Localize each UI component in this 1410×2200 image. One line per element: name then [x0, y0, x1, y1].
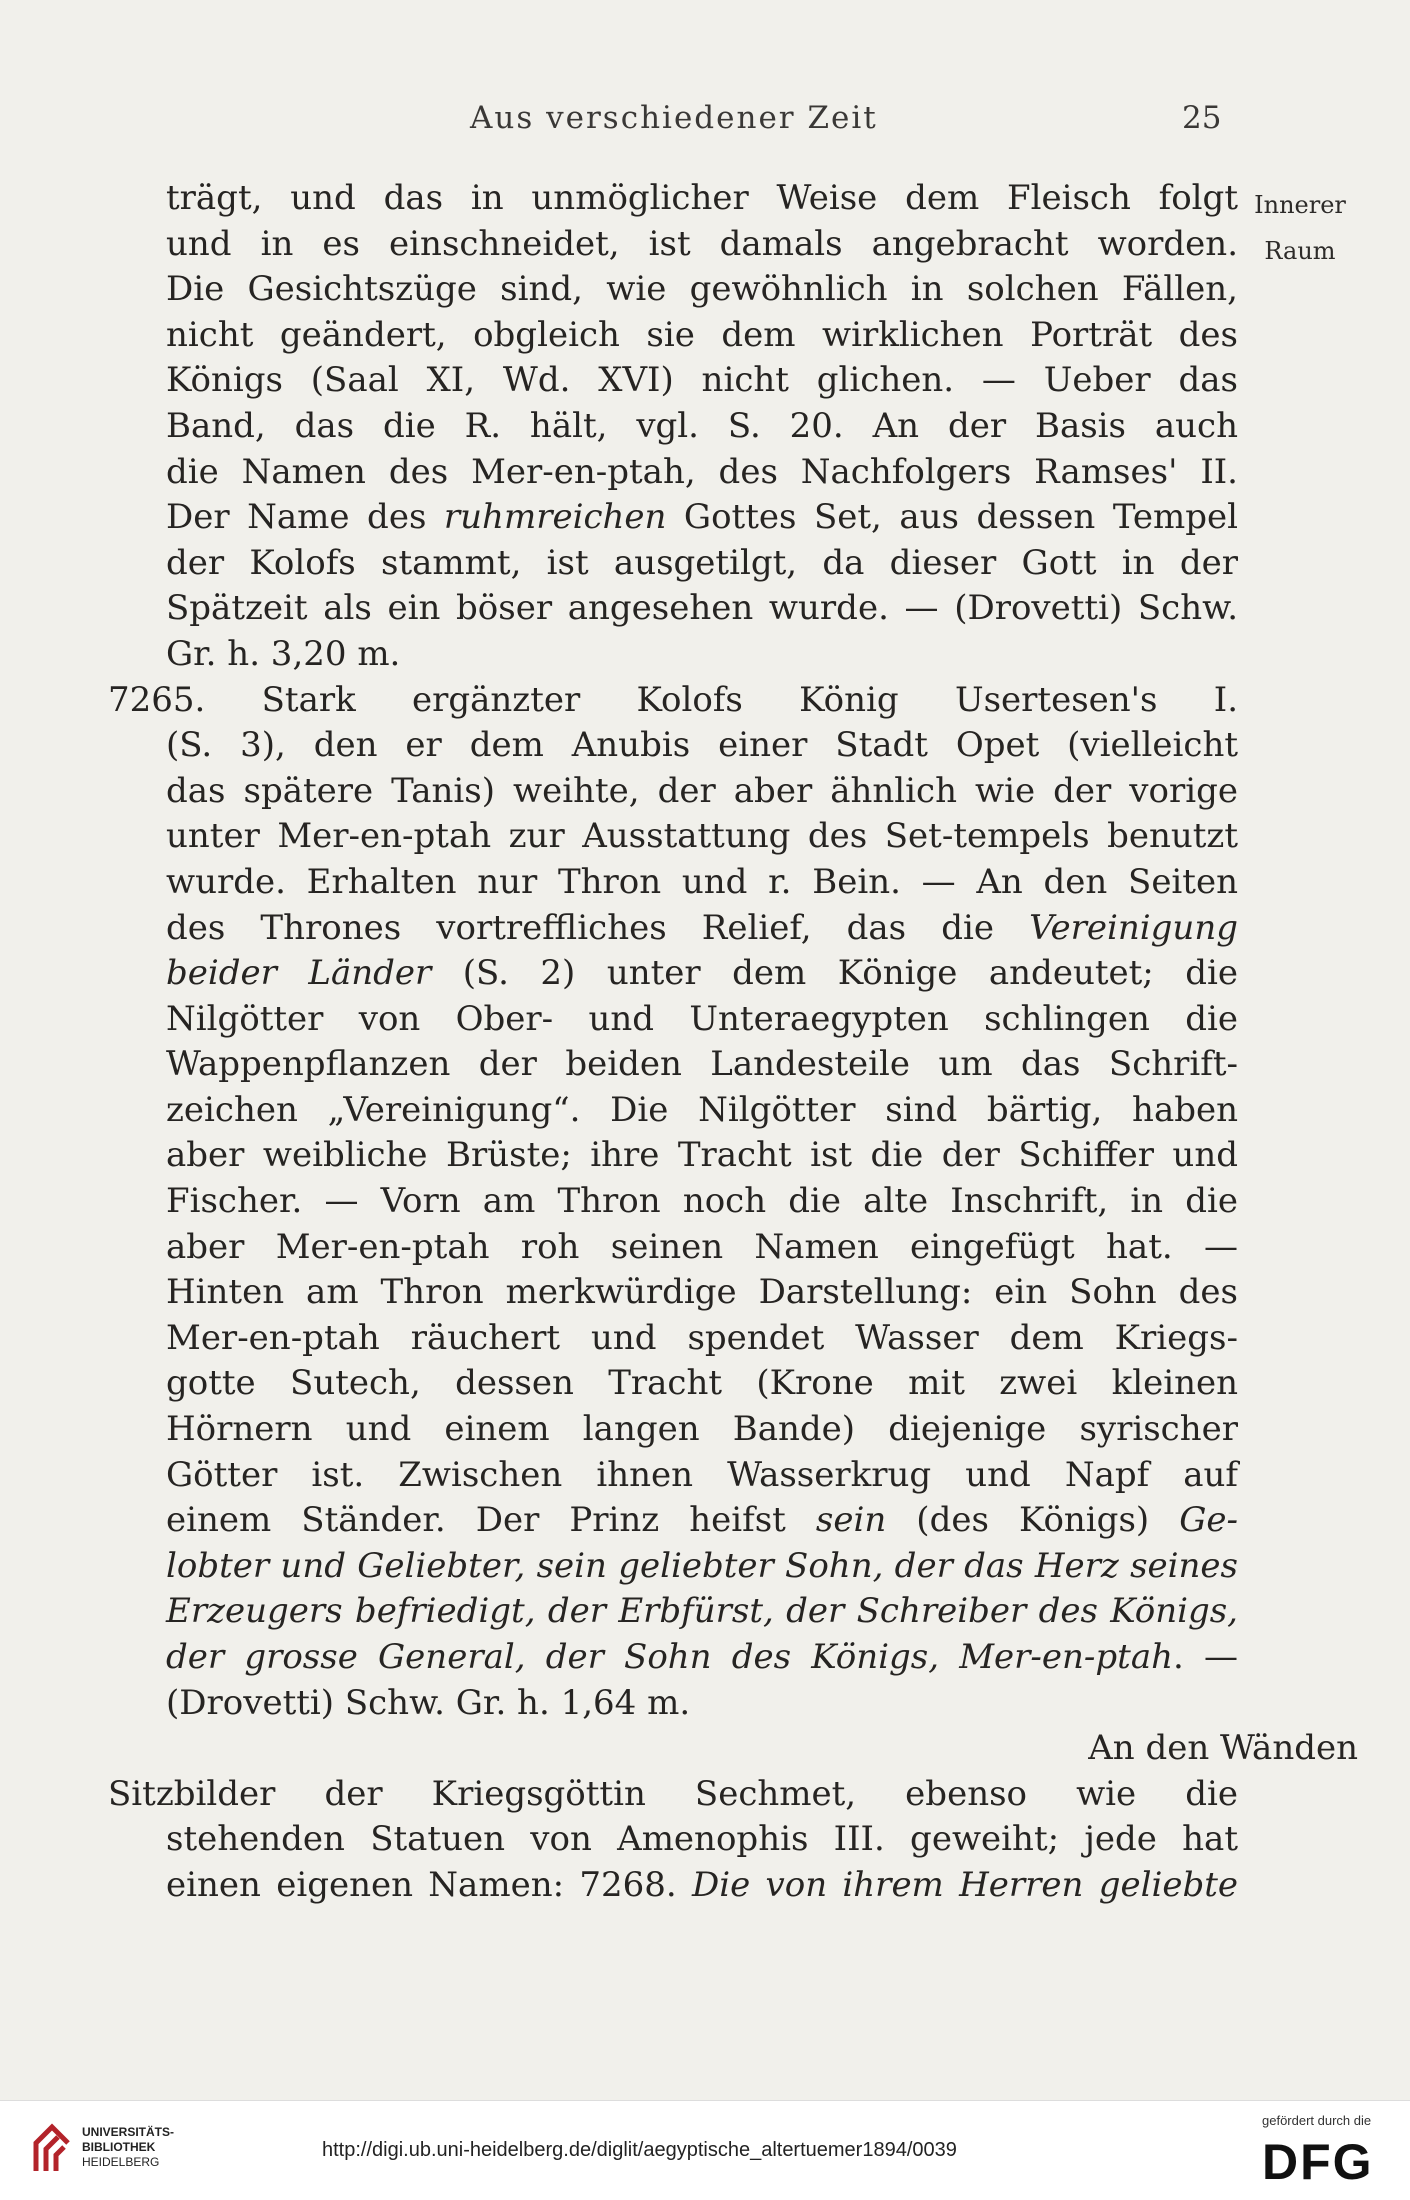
italic-run: sein: [815, 1500, 887, 1541]
italic-run: Erzeugers befriedigt, der Erbfürst, der Schreiber des Königs,: [166, 1591, 1238, 1632]
italic-run: beider Länder: [166, 953, 432, 994]
text-run: des Thrones vortreffliches Relief, das die: [166, 907, 1030, 948]
text-line: Band, das die R. hält, vgl. S. 20. An der Basis auch: [166, 405, 1238, 446]
text-line: Königs (Saal XI, Wd. XVI) nicht glichen. — Ueber das: [166, 360, 1238, 401]
text-run: (S. 2) unter dem Könige andeutet; die: [431, 953, 1238, 994]
text-line: die Namen des Mer-en-ptah, des Nachfolgers Ramses' II.: [166, 451, 1238, 492]
text-line: [108, 495, 1238, 541]
text-line: [108, 1863, 1238, 1909]
text-line: zeichen „Vereinigung“. Die Nilgötter sind bärtig, haben: [166, 1089, 1238, 1130]
text-line: [108, 951, 1238, 997]
text-line: das spätere Tanis) weihte, der aber ähnlich wie der vorige: [166, 770, 1238, 811]
text-line: 7265. Stark ergänzter Kolofs König Usertesen's I.: [108, 679, 1238, 720]
text-line: Hörnern und einem langen Bande) diejenige syrischer: [166, 1409, 1238, 1450]
running-head: Aus verschiedener Zeit: [470, 100, 878, 136]
text-line: Götter ist. Zwischen ihnen Wasserkrug und Napf auf: [166, 1454, 1238, 1495]
library-name: [82, 2125, 174, 2170]
page-header: [0, 100, 1410, 150]
text-run: Gottes Set, aus dessen Tempel: [666, 497, 1238, 538]
funding-note: gefördert durch die: [1262, 2113, 1372, 2128]
text-run: . —: [1173, 1637, 1238, 1677]
text-line: gotte Sutech, dessen Tracht (Krone mit zwei kleinen: [166, 1363, 1238, 1404]
page-number: 25: [1182, 100, 1222, 136]
text-line: [108, 1635, 1238, 1681]
italic-run: Vereinigung: [1029, 907, 1238, 948]
text-line: [108, 1544, 1238, 1590]
university-library-logo-icon: [30, 2121, 74, 2177]
text-line: Mer-en-ptah räuchert und spendet Wasser dem Kriegs-: [166, 1317, 1238, 1358]
text-line: nicht geändert, obgleich sie dem wirklichen Porträt des: [166, 314, 1238, 355]
text-line: (Drovetti) Schw. Gr. h. 1,64 m.: [166, 1682, 691, 1723]
text-line: Gr. h. 3,20 m.: [166, 633, 401, 674]
text-line: (S. 3), den er dem Anubis einer Stadt Opet (vielleicht: [166, 725, 1238, 766]
text-line: Sitzbilder der Kriegsgöttin Sechmet, ebenso wie die: [108, 1773, 1238, 1814]
text-line: stehenden Statuen von Amenophis III. geweiht; jede hat: [166, 1819, 1238, 1860]
text-line: [108, 1589, 1238, 1635]
text-line: Die Gesichtszüge sind, wie gewöhnlich in solchen Fällen,: [166, 269, 1238, 310]
dfg-logo: DFG: [1262, 2134, 1374, 2190]
footer-bar: [0, 2100, 1410, 2200]
text-line: aber Mer-en-ptah roh seinen Namen eingefügt hat. —: [166, 1226, 1238, 1267]
section-heading: An den Wänden: [1088, 1728, 1358, 1769]
text-run: einem Ständer. Der Prinz heifst: [166, 1500, 816, 1541]
italic-run: Die von ihrem Herren geliebte: [691, 1864, 1238, 1905]
text-run: Der Name des: [166, 497, 444, 538]
margin-note: [1240, 182, 1360, 274]
text-line: und in es einschneidet, ist damals angebracht worden.: [166, 223, 1238, 264]
italic-run: lobter und Geliebter, sein geliebter Sohn, der das Herz seines: [166, 1545, 1238, 1586]
text-run: (des Königs): [886, 1500, 1180, 1541]
text-line: [108, 1498, 1238, 1544]
text-line: Hinten am Thron merkwürdige Darstellung: ein Sohn des: [166, 1272, 1238, 1313]
margin-note-line: Innerer: [1254, 191, 1346, 219]
source-url-link[interactable]: http://digi.ub.uni-heidelberg.de/diglit/aegyptische_altertuemer1894/0039: [322, 2139, 957, 2161]
italic-run: der grosse General, der Sohn des Königs, Mer-en-ptah: [166, 1637, 1173, 1677]
italic-run: ruhmreichen: [443, 497, 667, 538]
library-name-line: UNIVERSITÄTS-: [82, 2125, 175, 2139]
text-line: Fischer. — Vorn am Thron noch die alte Inschrift, in die: [166, 1181, 1238, 1222]
text-line: Wappenpflanzen der beiden Landesteile um das Schrift-: [166, 1044, 1238, 1085]
text-line: aber weibliche Brüste; ihre Tracht ist die der Schiffer und: [166, 1135, 1238, 1176]
text-line: wurde. Erhalten nur Thron und r. Bein. — An den Seiten: [166, 861, 1238, 902]
text-line: Nilgötter von Ober- und Unteraegypten schlingen die: [166, 998, 1238, 1039]
margin-note-line: Raum: [1264, 237, 1336, 265]
text-line: [108, 906, 1238, 952]
text-line: unter Mer-en-ptah zur Ausstattung des Set-tempels benutzt: [166, 816, 1238, 857]
library-name-line: HEIDELBERG: [82, 2155, 160, 2169]
library-name-line: BIBLIOTHEK: [82, 2140, 156, 2154]
italic-run: Ge-: [1179, 1500, 1238, 1541]
text-run: einen eigenen Namen: 7268.: [166, 1864, 692, 1905]
text-line: der Kolofs stammt, ist ausgetilgt, da dieser Gott in der: [166, 542, 1238, 583]
text-line: Spätzeit als ein böser angesehen wurde. — (Drovetti) Schw.: [166, 588, 1238, 629]
text-line: trägt, und das in unmöglicher Weise dem Fleisch folgt: [166, 178, 1238, 218]
